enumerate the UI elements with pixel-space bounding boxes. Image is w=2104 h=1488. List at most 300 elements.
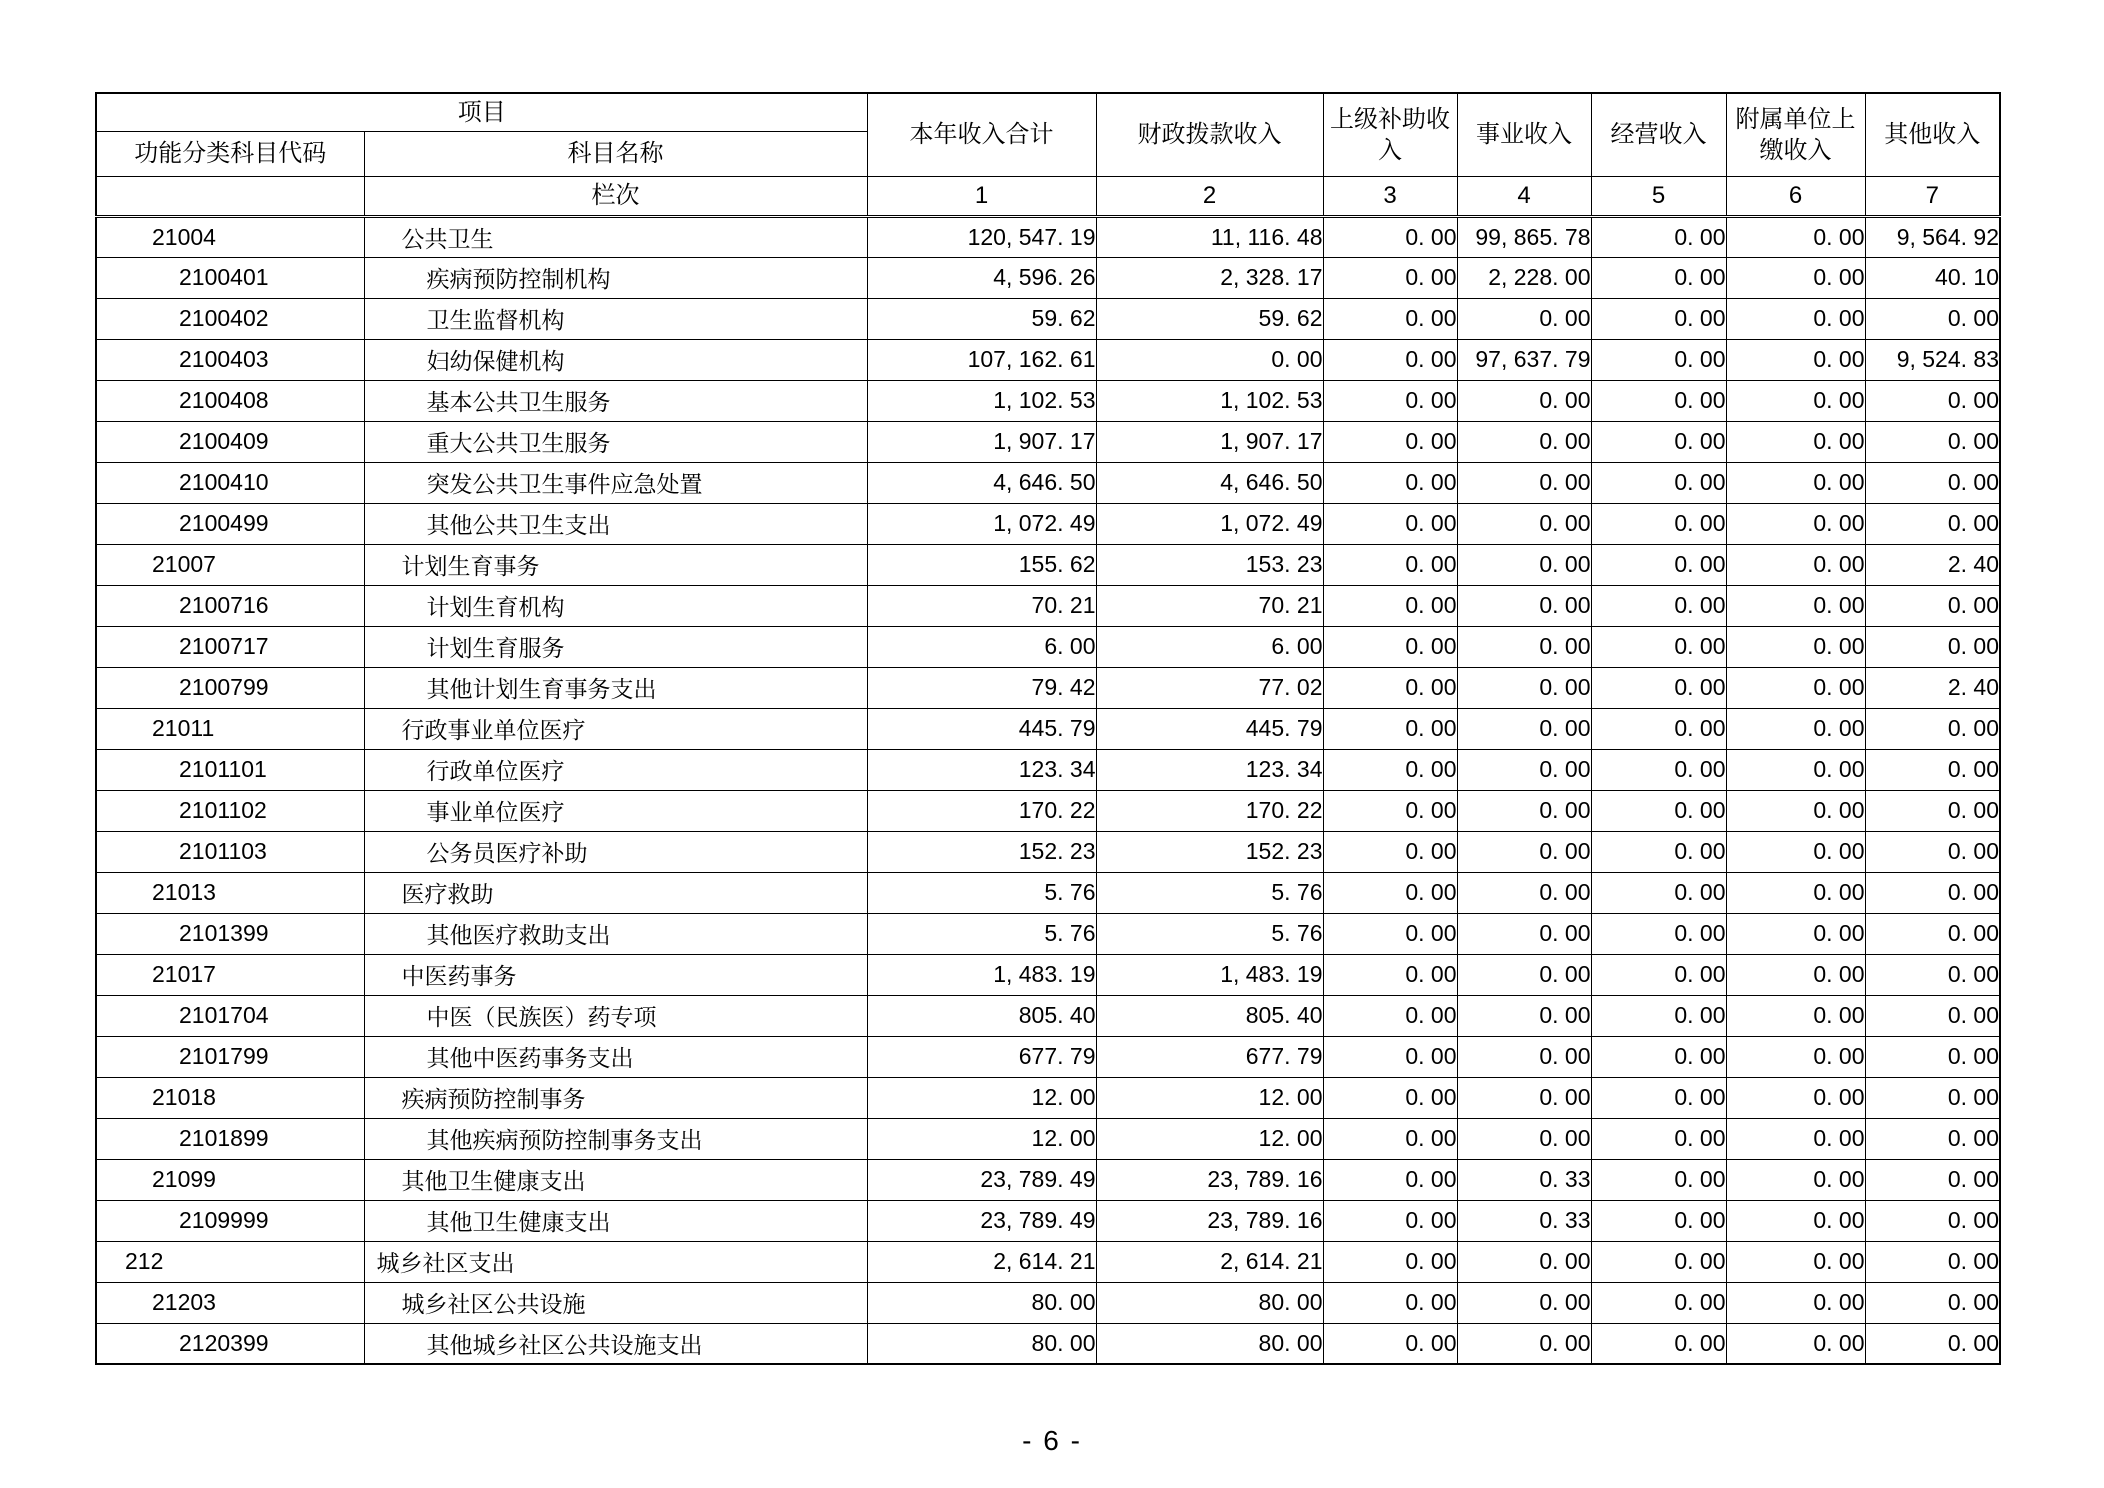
value-cell: 0. 00 — [1457, 954, 1591, 995]
value-cell: 0. 00 — [1323, 708, 1457, 749]
value-cell: 4, 646. 50 — [867, 462, 1096, 503]
code-cell: 2101799 — [96, 1036, 364, 1077]
code-cell: 2100402 — [96, 298, 364, 339]
value-cell: 0. 00 — [1865, 421, 2000, 462]
value-cell: 77. 02 — [1096, 667, 1323, 708]
value-cell: 0. 00 — [1323, 954, 1457, 995]
name-cell: 基本公共卫生服务 — [364, 380, 867, 421]
table-row — [96, 913, 2000, 954]
value-cell: 5. 76 — [867, 913, 1096, 954]
value-cell: 0. 00 — [1865, 1241, 2000, 1282]
value-cell: 0. 00 — [1457, 749, 1591, 790]
value-cell: 0. 00 — [1591, 503, 1726, 544]
value-cell: 0. 00 — [1726, 216, 1865, 257]
value-cell: 0. 00 — [1323, 790, 1457, 831]
name-cell: 公共卫生 — [364, 216, 867, 257]
column-index-3: 3 — [1323, 176, 1457, 216]
table-row — [96, 585, 2000, 626]
value-cell: 0. 00 — [1457, 1036, 1591, 1077]
value-cell: 0. 00 — [1323, 421, 1457, 462]
column-header-3: 上级补助收入 — [1323, 93, 1457, 176]
name-cell: 疾病预防控制机构 — [364, 257, 867, 298]
table-row — [96, 298, 2000, 339]
value-cell: 0. 00 — [1323, 626, 1457, 667]
value-cell: 0. 00 — [1591, 544, 1726, 585]
name-cell: 妇幼保健机构 — [364, 339, 867, 380]
value-cell: 0. 00 — [1323, 913, 1457, 954]
value-cell: 0. 00 — [1323, 1200, 1457, 1241]
code-cell: 2101103 — [96, 831, 364, 872]
value-cell: 0. 00 — [1726, 1241, 1865, 1282]
table-row — [96, 216, 2000, 257]
value-cell: 677. 79 — [1096, 1036, 1323, 1077]
name-cell: 卫生监督机构 — [364, 298, 867, 339]
table-row — [96, 749, 2000, 790]
name-cell: 其他城乡社区公共设施支出 — [364, 1323, 867, 1364]
value-cell: 155. 62 — [867, 544, 1096, 585]
table-row — [96, 667, 2000, 708]
name-cell: 中医药事务 — [364, 954, 867, 995]
value-cell: 123. 34 — [1096, 749, 1323, 790]
code-cell: 2100499 — [96, 503, 364, 544]
value-cell: 1, 072. 49 — [1096, 503, 1323, 544]
value-cell: 0. 00 — [1865, 626, 2000, 667]
value-cell: 0. 00 — [1457, 544, 1591, 585]
income-table — [95, 92, 2001, 1365]
value-cell: 0. 33 — [1457, 1159, 1591, 1200]
value-cell: 0. 00 — [1726, 1159, 1865, 1200]
column-header-1: 本年收入合计 — [867, 93, 1096, 176]
name-cell: 重大公共卫生服务 — [364, 421, 867, 462]
value-cell: 152. 23 — [1096, 831, 1323, 872]
value-cell: 2, 328. 17 — [1096, 257, 1323, 298]
value-cell: 0. 00 — [1457, 298, 1591, 339]
column-index-6: 6 — [1726, 176, 1865, 216]
name-cell: 突发公共卫生事件应急处置 — [364, 462, 867, 503]
name-column-header: 科目名称 — [364, 131, 867, 176]
value-cell: 0. 00 — [1323, 462, 1457, 503]
value-cell: 9, 524. 83 — [1865, 339, 2000, 380]
value-cell: 0. 00 — [1591, 462, 1726, 503]
table-row — [96, 872, 2000, 913]
value-cell: 0. 00 — [1726, 790, 1865, 831]
value-cell: 0. 00 — [1323, 749, 1457, 790]
table-row — [96, 421, 2000, 462]
value-cell: 80. 00 — [867, 1323, 1096, 1364]
empty-header-cell — [96, 176, 364, 216]
value-cell: 0. 00 — [1865, 298, 2000, 339]
value-cell: 1, 483. 19 — [867, 954, 1096, 995]
value-cell: 0. 00 — [1726, 708, 1865, 749]
value-cell: 0. 00 — [1726, 380, 1865, 421]
value-cell: 0. 00 — [1323, 831, 1457, 872]
column-index-4: 4 — [1457, 176, 1591, 216]
value-cell: 0. 00 — [1726, 339, 1865, 380]
name-cell: 事业单位医疗 — [364, 790, 867, 831]
value-cell: 5. 76 — [1096, 913, 1323, 954]
value-cell: 23, 789. 49 — [867, 1159, 1096, 1200]
value-cell: 1, 907. 17 — [867, 421, 1096, 462]
value-cell: 4, 646. 50 — [1096, 462, 1323, 503]
value-cell: 0. 00 — [1726, 954, 1865, 995]
value-cell: 0. 00 — [1323, 380, 1457, 421]
column-index-5: 5 — [1591, 176, 1726, 216]
code-cell: 2101399 — [96, 913, 364, 954]
value-cell: 0. 00 — [1865, 913, 2000, 954]
code-cell: 21203 — [96, 1282, 364, 1323]
value-cell: 170. 22 — [867, 790, 1096, 831]
value-cell: 0. 00 — [1591, 1036, 1726, 1077]
value-cell: 0. 00 — [1323, 544, 1457, 585]
value-cell: 6. 00 — [867, 626, 1096, 667]
value-cell: 0. 00 — [1591, 1159, 1726, 1200]
column-header-2: 财政拨款收入 — [1096, 93, 1323, 176]
value-cell: 445. 79 — [867, 708, 1096, 749]
code-cell: 2100716 — [96, 585, 364, 626]
value-cell: 0. 00 — [1323, 1077, 1457, 1118]
value-cell: 123. 34 — [867, 749, 1096, 790]
value-cell: 0. 00 — [1726, 1200, 1865, 1241]
value-cell: 0. 00 — [1457, 667, 1591, 708]
value-cell: 0. 00 — [1591, 585, 1726, 626]
value-cell: 12. 00 — [1096, 1118, 1323, 1159]
value-cell: 0. 00 — [1726, 749, 1865, 790]
value-cell: 2, 614. 21 — [867, 1241, 1096, 1282]
name-cell: 城乡社区公共设施 — [364, 1282, 867, 1323]
value-cell: 0. 00 — [1457, 1118, 1591, 1159]
value-cell: 0. 00 — [1457, 1323, 1591, 1364]
value-cell: 6. 00 — [1096, 626, 1323, 667]
value-cell: 0. 00 — [1457, 380, 1591, 421]
value-cell: 2, 614. 21 — [1096, 1241, 1323, 1282]
value-cell: 0. 00 — [1457, 708, 1591, 749]
value-cell: 0. 00 — [1323, 257, 1457, 298]
value-cell: 805. 40 — [867, 995, 1096, 1036]
value-cell: 0. 00 — [1591, 872, 1726, 913]
value-cell: 0. 00 — [1726, 872, 1865, 913]
code-cell: 2100799 — [96, 667, 364, 708]
value-cell: 0. 00 — [1865, 749, 2000, 790]
table-row — [96, 1036, 2000, 1077]
value-cell: 0. 00 — [1457, 585, 1591, 626]
code-cell: 2100401 — [96, 257, 364, 298]
value-cell: 0. 00 — [1865, 1036, 2000, 1077]
name-cell: 其他医疗救助支出 — [364, 913, 867, 954]
value-cell: 0. 00 — [1726, 298, 1865, 339]
code-column-header: 功能分类科目代码 — [96, 131, 364, 176]
value-cell: 0. 00 — [1457, 1077, 1591, 1118]
column-index-7: 7 — [1865, 176, 2000, 216]
name-cell: 其他卫生健康支出 — [364, 1159, 867, 1200]
value-cell: 0. 00 — [1457, 831, 1591, 872]
value-cell: 0. 00 — [1865, 1118, 2000, 1159]
page-number: - 6 - — [1022, 1425, 1082, 1456]
value-cell: 70. 21 — [1096, 585, 1323, 626]
value-cell: 0. 00 — [1591, 1077, 1726, 1118]
value-cell: 1, 102. 53 — [867, 380, 1096, 421]
value-cell: 80. 00 — [1096, 1323, 1323, 1364]
table-row — [96, 503, 2000, 544]
name-cell: 其他卫生健康支出 — [364, 1200, 867, 1241]
name-cell: 计划生育服务 — [364, 626, 867, 667]
value-cell: 0. 00 — [1865, 380, 2000, 421]
value-cell: 0. 00 — [1457, 995, 1591, 1036]
name-cell: 公务员医疗补助 — [364, 831, 867, 872]
value-cell: 1, 072. 49 — [867, 503, 1096, 544]
value-cell: 12. 00 — [1096, 1077, 1323, 1118]
value-cell: 0. 00 — [1591, 913, 1726, 954]
value-cell: 120, 547. 19 — [867, 216, 1096, 257]
name-cell: 行政单位医疗 — [364, 749, 867, 790]
table-row — [96, 626, 2000, 667]
table-row — [96, 1282, 2000, 1323]
table-body — [96, 216, 2000, 1364]
value-cell: 0. 00 — [1323, 216, 1457, 257]
table-row — [96, 831, 2000, 872]
value-cell: 0. 00 — [1726, 831, 1865, 872]
value-cell: 0. 00 — [1323, 1036, 1457, 1077]
value-cell: 0. 00 — [1865, 1323, 2000, 1364]
value-cell: 0. 00 — [1726, 544, 1865, 585]
value-cell: 0. 00 — [1591, 298, 1726, 339]
value-cell: 0. 00 — [1726, 421, 1865, 462]
table-row — [96, 708, 2000, 749]
table-row — [96, 954, 2000, 995]
code-cell: 2120399 — [96, 1323, 364, 1364]
code-cell: 2101704 — [96, 995, 364, 1036]
value-cell: 0. 00 — [1726, 1118, 1865, 1159]
value-cell: 4, 596. 26 — [867, 257, 1096, 298]
name-cell: 中医（民族医）药专项 — [364, 995, 867, 1036]
value-cell: 23, 789. 16 — [1096, 1159, 1323, 1200]
name-cell: 疾病预防控制事务 — [364, 1077, 867, 1118]
value-cell: 0. 00 — [1726, 626, 1865, 667]
value-cell: 0. 00 — [1323, 585, 1457, 626]
table-row — [96, 995, 2000, 1036]
value-cell: 0. 00 — [1726, 1077, 1865, 1118]
table-row — [96, 257, 2000, 298]
value-cell: 0. 00 — [1726, 995, 1865, 1036]
code-cell: 2100403 — [96, 339, 364, 380]
column-header-4: 事业收入 — [1457, 93, 1591, 176]
table-row — [96, 1077, 2000, 1118]
value-cell: 0. 00 — [1865, 708, 2000, 749]
value-cell: 0. 00 — [1865, 790, 2000, 831]
value-cell: 0. 00 — [1323, 298, 1457, 339]
name-cell: 其他疾病预防控制事务支出 — [364, 1118, 867, 1159]
name-cell: 其他公共卫生支出 — [364, 503, 867, 544]
value-cell: 80. 00 — [867, 1282, 1096, 1323]
code-cell: 2109999 — [96, 1200, 364, 1241]
value-cell: 0. 00 — [1457, 1282, 1591, 1323]
value-cell: 1, 483. 19 — [1096, 954, 1323, 995]
table-row — [96, 380, 2000, 421]
table-row — [96, 1323, 2000, 1364]
code-cell: 2100408 — [96, 380, 364, 421]
value-cell: 0. 00 — [1726, 1036, 1865, 1077]
code-cell: 21017 — [96, 954, 364, 995]
name-cell: 其他中医药事务支出 — [364, 1036, 867, 1077]
value-cell: 2. 40 — [1865, 544, 2000, 585]
value-cell: 0. 00 — [1591, 216, 1726, 257]
value-cell: 0. 00 — [1457, 462, 1591, 503]
value-cell: 0. 00 — [1591, 421, 1726, 462]
value-cell: 2. 40 — [1865, 667, 2000, 708]
column-index-2: 2 — [1096, 176, 1323, 216]
value-cell: 2, 228. 00 — [1457, 257, 1591, 298]
column-header-7: 其他收入 — [1865, 93, 2000, 176]
value-cell: 0. 00 — [1865, 1200, 2000, 1241]
value-cell: 0. 00 — [1591, 790, 1726, 831]
value-cell: 0. 00 — [1591, 257, 1726, 298]
name-cell: 其他计划生育事务支出 — [364, 667, 867, 708]
value-cell: 23, 789. 16 — [1096, 1200, 1323, 1241]
value-cell: 0. 00 — [1591, 626, 1726, 667]
value-cell: 0. 00 — [1865, 954, 2000, 995]
value-cell: 0. 00 — [1457, 913, 1591, 954]
value-cell: 0. 00 — [1865, 585, 2000, 626]
table-row — [96, 1118, 2000, 1159]
value-cell: 40. 10 — [1865, 257, 2000, 298]
value-cell: 0. 00 — [1726, 1282, 1865, 1323]
value-cell: 97, 637. 79 — [1457, 339, 1591, 380]
value-cell: 0. 00 — [1323, 1323, 1457, 1364]
value-cell: 0. 00 — [1457, 626, 1591, 667]
value-cell: 0. 00 — [1323, 995, 1457, 1036]
code-cell: 2100410 — [96, 462, 364, 503]
code-cell: 2101102 — [96, 790, 364, 831]
value-cell: 0. 00 — [1323, 872, 1457, 913]
value-cell: 1, 907. 17 — [1096, 421, 1323, 462]
value-cell: 0. 00 — [1457, 421, 1591, 462]
name-cell: 行政事业单位医疗 — [364, 708, 867, 749]
code-cell: 2100409 — [96, 421, 364, 462]
value-cell: 0. 00 — [1726, 1323, 1865, 1364]
code-cell: 2100717 — [96, 626, 364, 667]
value-cell: 0. 00 — [1457, 790, 1591, 831]
value-cell: 0. 00 — [1591, 1200, 1726, 1241]
code-cell: 212 — [96, 1241, 364, 1282]
header-row-3 — [96, 176, 2000, 216]
value-cell: 0. 00 — [1865, 1282, 2000, 1323]
value-cell: 0. 00 — [1323, 339, 1457, 380]
value-cell: 5. 76 — [867, 872, 1096, 913]
code-cell: 21018 — [96, 1077, 364, 1118]
value-cell: 0. 00 — [1591, 1282, 1726, 1323]
value-cell: 0. 00 — [1591, 1323, 1726, 1364]
value-cell: 805. 40 — [1096, 995, 1323, 1036]
value-cell: 1, 102. 53 — [1096, 380, 1323, 421]
table-row — [96, 462, 2000, 503]
value-cell: 0. 00 — [1726, 503, 1865, 544]
value-cell: 0. 00 — [1865, 995, 2000, 1036]
code-cell: 21099 — [96, 1159, 364, 1200]
value-cell: 0. 00 — [1591, 380, 1726, 421]
value-cell: 9, 564. 92 — [1865, 216, 2000, 257]
code-cell: 21004 — [96, 216, 364, 257]
code-cell: 21013 — [96, 872, 364, 913]
value-cell: 0. 00 — [1591, 1241, 1726, 1282]
value-cell: 0. 00 — [1591, 1118, 1726, 1159]
value-cell: 0. 00 — [1865, 1159, 2000, 1200]
value-cell: 152. 23 — [867, 831, 1096, 872]
value-cell: 11, 116. 48 — [1096, 216, 1323, 257]
table-row — [96, 339, 2000, 380]
value-cell: 5. 76 — [1096, 872, 1323, 913]
value-cell: 0. 00 — [1591, 749, 1726, 790]
value-cell: 0. 33 — [1457, 1200, 1591, 1241]
value-cell: 0. 00 — [1591, 708, 1726, 749]
value-cell: 445. 79 — [1096, 708, 1323, 749]
value-cell: 0. 00 — [1096, 339, 1323, 380]
value-cell: 23, 789. 49 — [867, 1200, 1096, 1241]
value-cell: 0. 00 — [1726, 585, 1865, 626]
value-cell: 59. 62 — [1096, 298, 1323, 339]
table-row — [96, 544, 2000, 585]
name-cell: 计划生育机构 — [364, 585, 867, 626]
lanci-header: 栏次 — [364, 176, 867, 216]
code-cell: 2101899 — [96, 1118, 364, 1159]
table-row — [96, 1241, 2000, 1282]
value-cell: 0. 00 — [1323, 1241, 1457, 1282]
value-cell: 0. 00 — [1865, 872, 2000, 913]
value-cell: 0. 00 — [1726, 667, 1865, 708]
code-cell: 21011 — [96, 708, 364, 749]
column-header-6: 附属单位上缴收入 — [1726, 93, 1865, 176]
name-cell: 城乡社区支出 — [364, 1241, 867, 1282]
value-cell: 59. 62 — [867, 298, 1096, 339]
value-cell: 0. 00 — [1323, 667, 1457, 708]
code-cell: 21007 — [96, 544, 364, 585]
project-header: 项目 — [96, 93, 867, 131]
value-cell: 0. 00 — [1457, 1241, 1591, 1282]
value-cell: 153. 23 — [1096, 544, 1323, 585]
value-cell: 0. 00 — [1591, 667, 1726, 708]
value-cell: 0. 00 — [1591, 831, 1726, 872]
value-cell: 99, 865. 78 — [1457, 216, 1591, 257]
value-cell: 0. 00 — [1726, 913, 1865, 954]
value-cell: 0. 00 — [1457, 503, 1591, 544]
value-cell: 0. 00 — [1323, 1118, 1457, 1159]
code-cell: 2101101 — [96, 749, 364, 790]
value-cell: 0. 00 — [1865, 462, 2000, 503]
value-cell: 12. 00 — [867, 1118, 1096, 1159]
value-cell: 0. 00 — [1865, 503, 2000, 544]
value-cell: 70. 21 — [867, 585, 1096, 626]
value-cell: 0. 00 — [1591, 339, 1726, 380]
value-cell: 12. 00 — [867, 1077, 1096, 1118]
value-cell: 0. 00 — [1323, 503, 1457, 544]
name-cell: 医疗救助 — [364, 872, 867, 913]
value-cell: 677. 79 — [867, 1036, 1096, 1077]
column-index-1: 1 — [867, 176, 1096, 216]
value-cell: 0. 00 — [1726, 257, 1865, 298]
value-cell: 0. 00 — [1323, 1159, 1457, 1200]
value-cell: 0. 00 — [1457, 872, 1591, 913]
name-cell: 计划生育事务 — [364, 544, 867, 585]
value-cell: 0. 00 — [1591, 995, 1726, 1036]
value-cell: 80. 00 — [1096, 1282, 1323, 1323]
header-row-1 — [96, 93, 2000, 131]
value-cell: 0. 00 — [1591, 954, 1726, 995]
value-cell: 0. 00 — [1865, 1077, 2000, 1118]
value-cell: 79. 42 — [867, 667, 1096, 708]
value-cell: 0. 00 — [1323, 1282, 1457, 1323]
value-cell: 0. 00 — [1726, 462, 1865, 503]
value-cell: 107, 162. 61 — [867, 339, 1096, 380]
value-cell: 170. 22 — [1096, 790, 1323, 831]
value-cell: 0. 00 — [1865, 831, 2000, 872]
